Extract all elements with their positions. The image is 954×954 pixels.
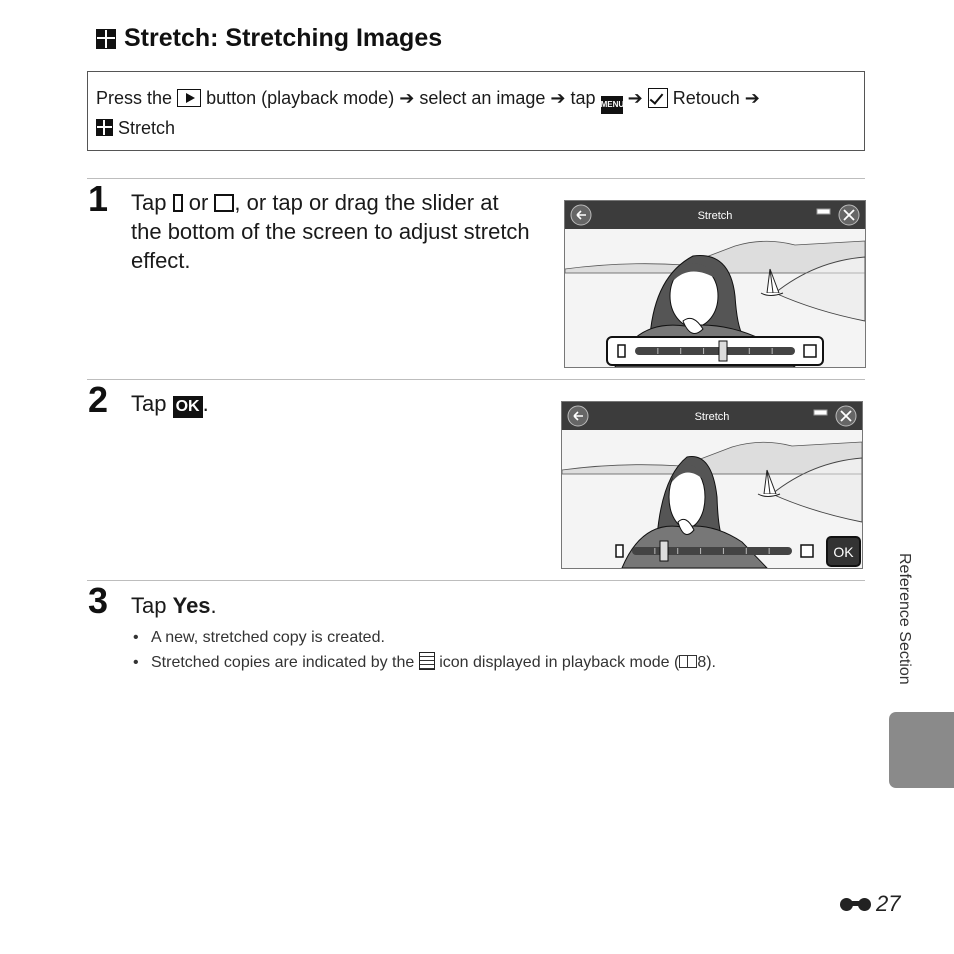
narrow-stretch-icon bbox=[173, 194, 183, 212]
list-item bbox=[131, 650, 851, 675]
step-number: 1 bbox=[88, 178, 109, 219]
step-text: . bbox=[202, 391, 209, 416]
page-number bbox=[840, 891, 900, 917]
procedure-text: Press the bbox=[96, 88, 173, 108]
yes-label: Yes bbox=[172, 593, 211, 618]
stretch-icon bbox=[96, 29, 116, 49]
playback-button-icon bbox=[177, 89, 201, 107]
procedure-line-2 bbox=[96, 114, 856, 142]
arrow-icon: ➔ bbox=[399, 88, 415, 108]
section-tab bbox=[889, 712, 954, 788]
slider-track bbox=[632, 547, 792, 555]
menu-icon: MENU bbox=[601, 96, 623, 114]
slider-track bbox=[635, 347, 795, 355]
screen-header-text: Stretch bbox=[697, 210, 733, 222]
step-number: 3 bbox=[88, 580, 109, 621]
battery-icon bbox=[817, 209, 830, 214]
step-text: Tap bbox=[131, 391, 167, 416]
step-text: Tap bbox=[131, 190, 167, 215]
camera-screen-illustration bbox=[562, 402, 862, 568]
retouch-icon bbox=[648, 88, 668, 108]
step-text: Tap bbox=[131, 593, 167, 618]
stretch-icon bbox=[96, 119, 113, 136]
procedure-text: Retouch bbox=[672, 88, 740, 108]
arrow-icon: ➔ bbox=[744, 88, 760, 108]
divider bbox=[87, 379, 865, 380]
page-title bbox=[96, 24, 442, 53]
ok-button-label: OK bbox=[833, 544, 854, 560]
bullet-text: 8). bbox=[697, 654, 716, 671]
arrow-icon: ➔ bbox=[550, 88, 566, 108]
camera-screen-2 bbox=[561, 401, 863, 569]
step-text: . bbox=[210, 593, 217, 618]
procedure-box bbox=[87, 71, 865, 151]
page-number-text: 27 bbox=[876, 891, 901, 916]
procedure-line-1 bbox=[96, 84, 856, 114]
stretch-copy-icon bbox=[419, 652, 435, 670]
step-number: 2 bbox=[88, 379, 109, 420]
divider bbox=[87, 580, 865, 581]
step-text: or bbox=[188, 190, 209, 215]
arrow-icon: ➔ bbox=[627, 88, 643, 108]
wide-stretch-icon bbox=[801, 545, 813, 557]
step-1-text bbox=[131, 188, 531, 275]
camera-screen-1 bbox=[564, 200, 866, 368]
wide-stretch-icon bbox=[804, 345, 816, 357]
procedure-text: tap bbox=[570, 88, 596, 108]
narrow-stretch-icon bbox=[618, 345, 625, 357]
bullet-text: Stretched copies are indicated by the bbox=[151, 654, 415, 671]
slider-thumb bbox=[719, 341, 727, 361]
procedure-text: button (playback mode) bbox=[206, 88, 395, 108]
binoculars-icon bbox=[840, 895, 874, 913]
list-item: • A new, stretched copy is created. bbox=[131, 625, 851, 650]
bullet-text: icon displayed in playback mode ( bbox=[439, 654, 680, 671]
procedure-text: select an image bbox=[419, 88, 546, 108]
step-3-text bbox=[131, 591, 217, 620]
screen-header-text: Stretch bbox=[694, 411, 730, 423]
step-text: , or tap or drag the slider at the bottom of the screen to adjust stretch effect. bbox=[131, 190, 530, 273]
section-label: Reference Section bbox=[896, 553, 913, 685]
battery-icon bbox=[814, 410, 827, 415]
page-title-text: Stretch: Stretching Images bbox=[124, 24, 443, 52]
ok-icon: OK bbox=[173, 396, 203, 418]
camera-screen-illustration bbox=[565, 201, 865, 367]
book-reference-icon bbox=[679, 655, 697, 668]
slider-thumb bbox=[660, 541, 668, 561]
divider bbox=[87, 178, 865, 179]
step-2-text bbox=[131, 389, 209, 418]
wide-stretch-icon bbox=[214, 194, 234, 212]
procedure-text: Stretch bbox=[118, 118, 176, 138]
narrow-stretch-icon bbox=[616, 545, 623, 557]
step-3-bullets bbox=[131, 625, 851, 675]
